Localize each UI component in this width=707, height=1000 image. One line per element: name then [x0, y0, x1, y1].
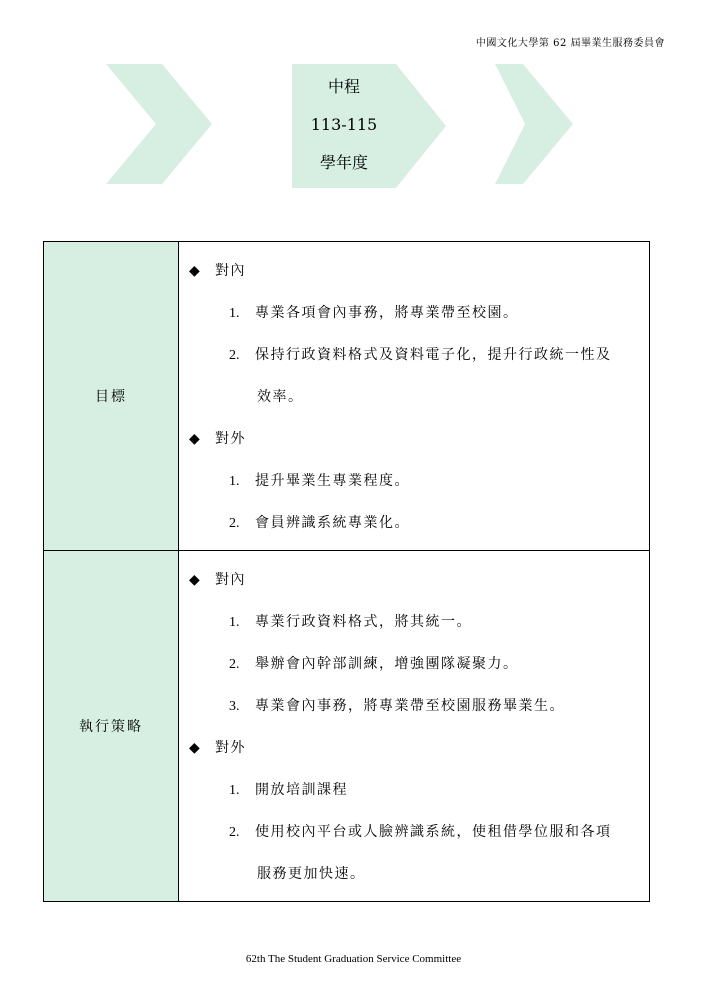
goals-label: 目標: [44, 242, 179, 551]
chevron-right-shape: [495, 64, 573, 184]
list-item: 3. 專業會內事務，將專業帶至校園服務畢業生。: [229, 698, 565, 714]
footer-text: 62th The Student Graduation Service Committee: [245, 953, 462, 965]
list-item: 2. 保持行政資料格式及資料電子化，提升行政統一性及: [229, 347, 612, 363]
phase-line-2: 113-115: [310, 115, 378, 134]
goals-internal-heading: ◆ 對內: [189, 250, 649, 292]
diamond-bullet-icon: ◆: [189, 740, 200, 756]
strategy-external-heading: ◆ 對外: [189, 727, 649, 769]
goals-row: [44, 242, 650, 551]
list-item-continuation: 服務更加快速。: [257, 866, 366, 882]
header-organization: 中國文化大學第 62 屆畢業生服務委員會: [475, 38, 665, 49]
list-item: 1. 提升畢業生專業程度。: [229, 473, 410, 489]
list-item: 1. 專業行政資料格式，將其統一。: [229, 614, 472, 630]
diamond-bullet-icon: ◆: [189, 263, 200, 279]
phase-line-3: 學年度: [319, 153, 368, 172]
strategy-row: [44, 551, 650, 902]
chevron-left-shape: [106, 64, 212, 184]
list-item: 2. 使用校內平台或人臉辨識系統，使租借學位服和各項: [229, 824, 612, 840]
goals-content: [179, 242, 650, 551]
list-item-continuation: 效率。: [257, 389, 304, 405]
list-item: 2. 會員辨識系統專業化。: [229, 515, 410, 531]
phase-line-1: 中程: [327, 77, 360, 96]
diamond-bullet-icon: ◆: [189, 431, 200, 447]
list-item: 2. 舉辦會內幹部訓練，增強團隊凝聚力。: [229, 656, 519, 672]
goals-external-heading: ◆ 對外: [189, 418, 649, 460]
strategy-internal-heading: ◆ 對內: [189, 559, 649, 601]
list-item: 1. 開放培訓課程: [229, 782, 348, 798]
list-item: 1. 專業各項會內事務，將專業帶至校園。: [229, 305, 519, 321]
phase-label: [292, 68, 396, 182]
strategy-label: 執行策略: [44, 551, 179, 902]
strategy-content: [179, 551, 650, 902]
diamond-bullet-icon: ◆: [189, 572, 200, 588]
plan-table: [43, 241, 650, 902]
